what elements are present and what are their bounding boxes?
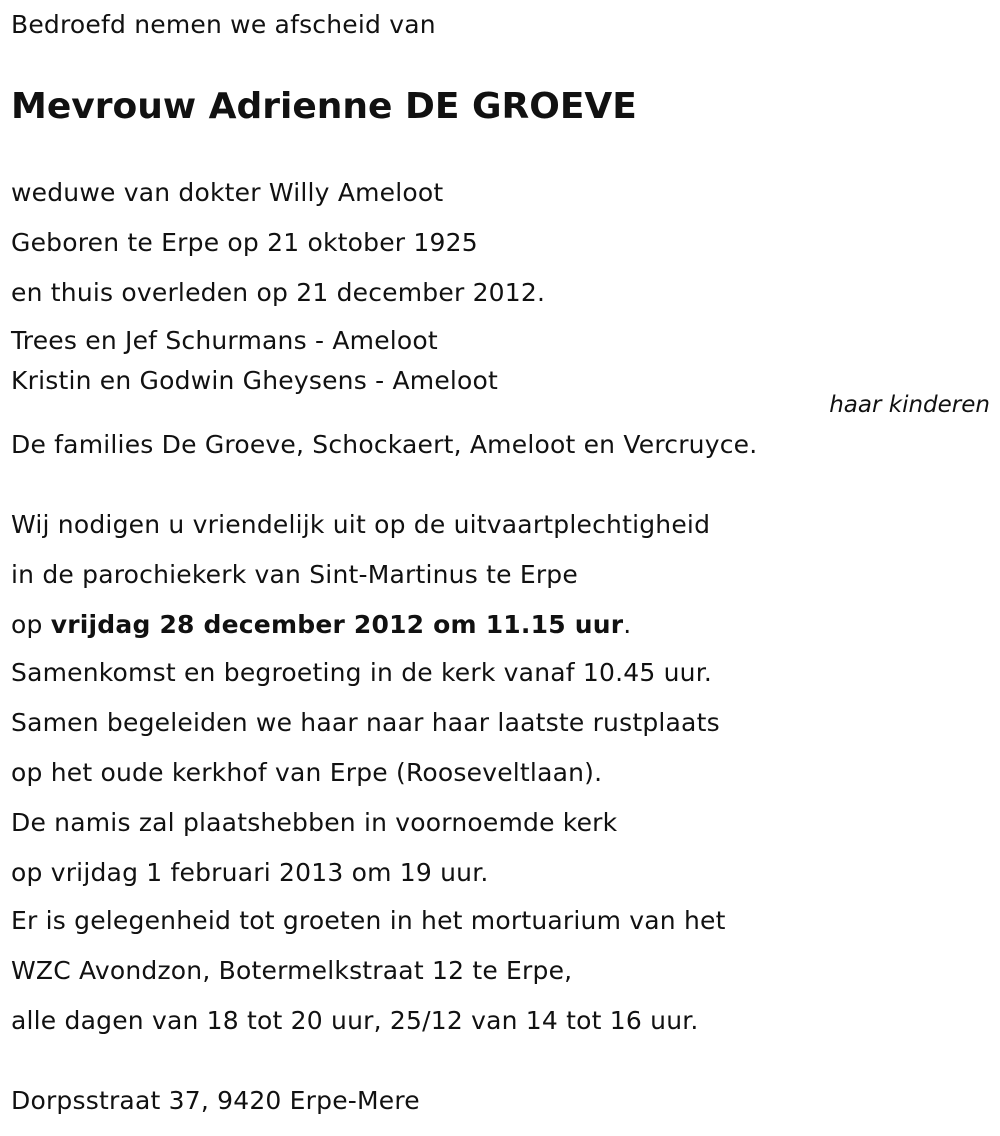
- mass-line-2: op vrijdag 1 februari 2013 om 19 uur.: [11, 858, 489, 887]
- greeting-line-3: alle dagen van 18 tot 20 uur, 25/12 van 14 tot 16 uur.: [11, 1006, 699, 1035]
- child-line-2: Kristin en Godwin Gheysens - Ameloot: [11, 366, 499, 395]
- ceremony-date-line: [11, 610, 631, 640]
- greeting-line-1: Er is gelegenheid tot groeten in het mortuarium van het: [11, 906, 726, 935]
- invite-line: Wij nodigen u vriendelijk uit op de uitvaartplechtigheid: [11, 510, 711, 539]
- date-suffix: .: [623, 610, 632, 639]
- address-line: Dorpsstraat 37, 9420 Erpe-Mere: [11, 1086, 420, 1115]
- burial-line-2: op het oude kerkhof van Erpe (Rooseveltlaan).: [11, 758, 603, 787]
- birth-line: Geboren te Erpe op 21 oktober 1925: [11, 228, 478, 257]
- mass-line-1: De namis zal plaatshebben in voornoemde kerk: [11, 808, 618, 837]
- gathering-line: Samenkomst en begroeting in de kerk vanaf 10.45 uur.: [11, 658, 713, 687]
- children-label: haar kinderen: [829, 392, 990, 418]
- deceased-name: Mevrouw Adrienne DE GROEVE: [11, 86, 637, 127]
- child-line-1: Trees en Jef Schurmans - Ameloot: [11, 326, 438, 355]
- families-line: De families De Groeve, Schockaert, Ameloot en Vercruyce.: [11, 430, 758, 459]
- intro-text: Bedroefd nemen we afscheid van: [11, 10, 436, 39]
- church-line: in de parochiekerk van Sint-Martinus te Erpe: [11, 560, 578, 589]
- greeting-line-2: WZC Avondzon, Botermelkstraat 12 te Erpe,: [11, 956, 573, 985]
- death-line: en thuis overleden op 21 december 2012.: [11, 278, 546, 307]
- widow-line: weduwe van dokter Willy Ameloot: [11, 178, 444, 207]
- burial-line-1: Samen begeleiden we haar naar haar laatste rustplaats: [11, 708, 720, 737]
- date-emphasis: vrijdag 28 december 2012 om 11.15 uur: [50, 610, 624, 639]
- date-prefix: op: [11, 610, 51, 639]
